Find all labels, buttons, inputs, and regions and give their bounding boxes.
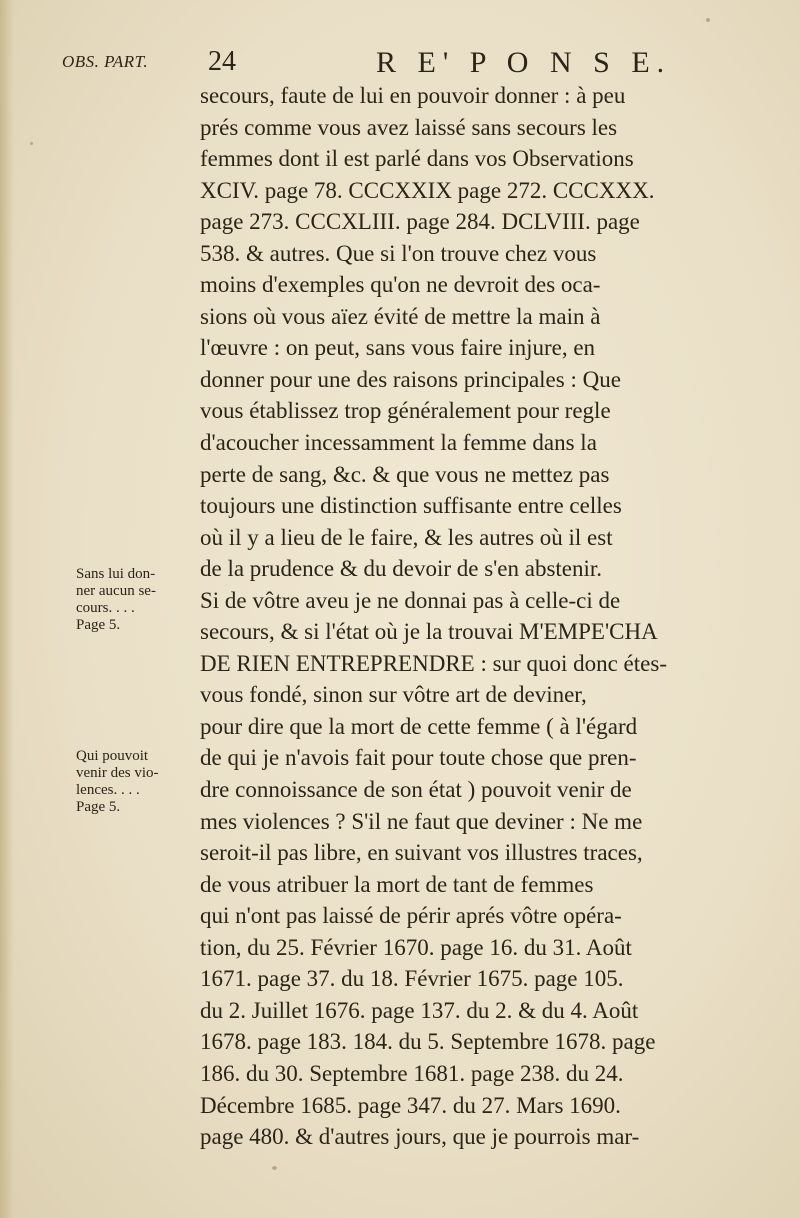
text-line: secours, & si l'état où je la trouvai M'EMPE'CHA [200, 619, 658, 645]
text-line: donner pour une des raisons principales : Que [200, 366, 621, 392]
text-line: vous fondé, sinon sur vôtre art de deviner, [200, 682, 587, 708]
paper-speck [30, 142, 33, 145]
text-line: où il y a lieu de le faire, & les autres où il est [200, 524, 613, 550]
text-line: dre connoissance de son état ) pouvoit venir de [200, 777, 632, 803]
text-line: sions où vous aïez évité de mettre la main à [200, 303, 601, 329]
text-line: l'œuvre : on peut, sans vous faire injure, en [200, 335, 596, 361]
paper-speck [272, 1166, 277, 1170]
text-line: mes violences ? S'il ne faut que deviner : Ne me [200, 808, 643, 834]
text-line: DE RIEN ENTREPRENDRE : sur quoi donc étes- [200, 650, 667, 676]
page-gutter-shadow [0, 0, 14, 1218]
text-line: 186. du 30. Septembre 1681. page 238. du 24. [200, 1060, 624, 1086]
margin-note [76, 748, 188, 816]
margin-note-line: cours. . . . [76, 600, 135, 616]
text-line: perte de sang, &c. & que vous ne mettez pas [200, 461, 610, 487]
text-line: d'acoucher incessamment la femme dans la [200, 430, 597, 456]
page-number: 24 [208, 46, 236, 77]
text-line: toujours une distinction suffisante entre celles [200, 493, 622, 519]
margin-note-line: Qui pouvoit [76, 748, 149, 764]
margin-note-line: Page 5. [76, 617, 121, 633]
margin-note [76, 566, 188, 634]
text-line: prés comme vous avez laissé sans secours les [200, 114, 618, 140]
margin-note-line: lences. . . . [76, 782, 140, 798]
body-text [200, 80, 760, 1153]
margin-note-line: venir des vio- [76, 765, 159, 781]
text-line: 1671. page 37. du 18. Février 1675. page 105. [200, 966, 624, 992]
text-line: 538. & autres. Que si l'on trouve chez vous [200, 240, 597, 266]
margin-note-line: Page 5. [76, 799, 121, 815]
text-line: pour dire que la mort de cette femme ( à l'égard [200, 713, 638, 739]
text-line: seroit-il pas libre, en suivant vos illustres traces, [200, 840, 643, 866]
text-line: qui n'ont pas laissé de périr aprés vôtre opéra- [200, 903, 622, 929]
section-label: OBS. PART. [62, 52, 149, 71]
text-line: femmes dont il est parlé dans vos Observations [200, 146, 634, 172]
text-line: moins d'exemples qu'on ne devroit des oca- [200, 272, 601, 298]
text-line: de vous atribuer la mort de tant de femmes [200, 871, 594, 897]
text-line: du 2. Juillet 1676. page 137. du 2. & du 4. Août [200, 997, 639, 1023]
text-line: vous établissez trop généralement pour regle [200, 398, 611, 424]
text-line: page 273. CCCXLIII. page 284. DCLVIII. page [200, 209, 640, 235]
paper-speck [706, 18, 710, 22]
text-line: XCIV. page 78. CCCXXIX page 272. CCCXXX. [200, 177, 655, 203]
text-line: de la prudence & du devoir de s'en abstenir. [200, 556, 603, 582]
text-line: Décembre 1685. page 347. du 27. Mars 1690. [200, 1092, 621, 1118]
text-line: de qui je n'avois fait pour toute chose que pren- [200, 745, 637, 771]
text-line: page 480. & d'autres jours, que je pourrois mar- [200, 1124, 640, 1150]
text-line: secours, faute de lui en pouvoir donner : à peu [200, 83, 626, 108]
margin-note-line: ner aucun se- [76, 583, 156, 599]
text-line: tion, du 25. Février 1670. page 16. du 31. Août [200, 934, 632, 960]
margin-note-line: Sans lui don- [76, 566, 156, 582]
text-line: 1678. page 183. 184. du 5. Septembre 1678. page [200, 1029, 656, 1055]
text-line: Si de vôtre aveu je ne donnai pas à celle-ci de [200, 587, 621, 613]
page-title: R E' P O N S E. [376, 46, 672, 79]
